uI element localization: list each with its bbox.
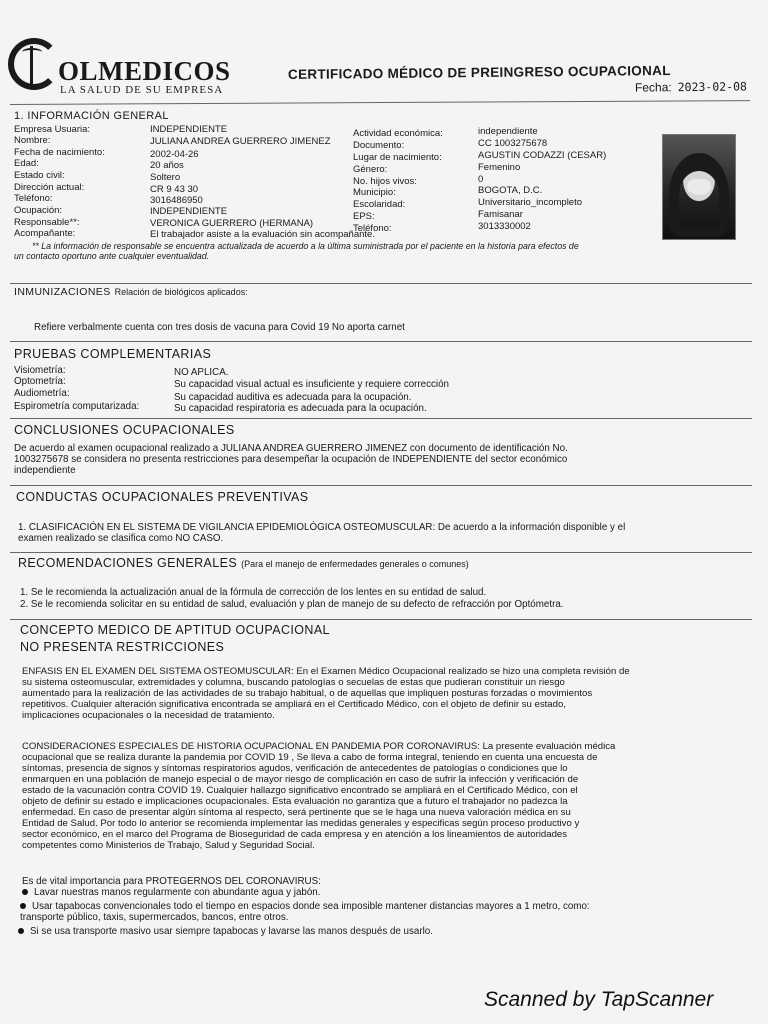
conclusiones-line3: independiente [14,465,76,476]
inmunizaciones-text: Refiere verbalmente cuenta con tres dosis de vacuna para Covid 19 No aporta carnet [34,322,405,333]
label-escolaridad: Escolaridad: [353,199,406,210]
recomendacion-2: 2. Se le recomienda solicitar en su entidad de salud, evaluación y plan de manejo de su defecto de refracción por Optómetra. [20,599,564,610]
value-documento: CC 1003275678 [478,138,548,149]
enfasis-line: su sistema osteomuscular, extremidades y columna, buscando patologías o secuelas de estas que pudieran constituir un riesgo [22,677,565,688]
patient-photo [662,134,736,240]
section-pruebas-title: PRUEBAS COMPLEMENTARIAS [14,347,212,361]
label-telefono: Teléfono: [14,193,53,204]
pandemia-line: estado de la vacunación contra COVID 19. Cualquier hallazgo significativo encontrado se ampliará en el Certificado Médico, con el [22,785,578,796]
concepto-result: NO PRESENTA RESTRICCIONES [20,640,225,654]
section-inmunizaciones [14,286,248,298]
label-estado-civil: Estado civil: [14,170,65,181]
label-responsable: Responsable**: [14,217,80,228]
inmunizaciones-title: INMUNIZACIONES [14,286,111,298]
prueba-visiometria-label: Visiometría: [14,365,66,376]
logo-tagline: LA SALUD DE SU EMPRESA [60,84,224,96]
label-nombre: Nombre: [14,135,51,146]
colmedicos-logo [8,38,238,100]
pandemia-line: enmarquen en una población de manejo especial o de mayor riesgo de complicación en caso de sufrir la infección y verificación de [22,774,579,785]
section-recomendaciones [18,556,469,570]
divider [10,418,752,419]
value-municipio: BOGOTA, D.C. [478,185,543,196]
proteccion-bullet-1 [34,887,320,898]
value-estado-civil: Soltero [150,172,181,183]
value-eps: Famisanar [478,209,523,220]
label-eps: EPS: [353,211,375,222]
value-responsable: VERONICA GUERRERO (HERMANA) [150,218,314,229]
inmunizaciones-subtitle: Relación de biológicos aplicados: [114,287,248,297]
conductas-line1: 1. CLASIFICACIÓN EN EL SISTEMA DE VIGILANCIA EPIDEMIOLÓGICA OSTEOMUSCULAR: De acuerdo a la información disponible y el [18,522,626,533]
logo-c-mark [8,38,60,90]
pandemia-line: sector económico, en el marco del Programa de Bioseguridad de cada empresa y en atención a los lineamientos de autoridades [22,829,568,840]
proteccion-bullet-2-cont: transporte público, taxis, supermercados, bancos, entre otros. [20,912,289,923]
bullet-icon [18,928,24,934]
prueba-espirometria-label: Espirometría computarizada: [14,401,140,412]
value-edad: 20 años [150,160,184,171]
label-edad: Edad: [14,158,39,169]
responsible-note-line1: ** La información de responsable se encuentra actualizada de acuerdo a la última suministrada por el paciente en la historia para efectos de [32,241,579,251]
value-genero: Femenino [478,162,521,173]
document-date [635,79,747,94]
recomendaciones-subtitle: (Para el manejo de enfermedades generales o comunes) [241,559,469,569]
enfasis-line: repetitivos. Cualquier alteración significativa encontrada se ampliará en el Certificado Médico, con el objeto de definir su estado, [22,699,566,710]
date-value: 2023-02-08 [677,79,748,95]
proteccion-bullet-1-text: Lavar nuestras manos regularmente con abundante agua y jabón. [34,887,321,898]
pandemia-line: Entidad de Salud. Por todo lo anterior se recomienda implementar las medidas generales y especificas según proceso productivo y [22,818,580,829]
proteccion-intro: Es de vital importancia para PROTEGERNOS DEL CORONAVIRUS: [22,876,321,887]
recomendaciones-title: RECOMENDACIONES GENERALES [18,556,238,570]
pandemia-line: enfermedad. En caso de presentar algún síntoma al respecto, será pertinente que se le haga una nueva valoración médica en su [22,807,571,818]
caduceus-wing-icon [22,48,42,56]
prueba-visiometria-value: NO APLICA. [174,367,229,378]
pandemia-line: objeto de definir su estado e implicaciones ocupacionales. Esta evaluación no garantiza que a futuro el trabajador no padezca la [22,796,568,807]
value-actividad: independiente [478,126,538,137]
label-acompanante: Acompañante: [14,228,76,239]
conclusiones-line2: 1003275678 se considera no presenta restricciones para desempeñar la ocupación de INDEPENDIENTE del sector económico [14,454,568,465]
proteccion-bullet-3 [30,926,433,937]
section-conductas-title: CONDUCTAS OCUPACIONALES PREVENTIVAS [16,490,309,504]
prueba-optometria-value: Su capacidad visual actual es insuficiente y requiere corrección [174,379,450,390]
section-concepto-title: CONCEPTO MEDICO DE APTITUD OCUPACIONAL [20,623,330,637]
proteccion-bullet-3-text: Si se usa transporte masivo usar siempre tapabocas y lavarse las manos después de usarlo. [30,926,433,937]
label-fecha-nac: Fecha de nacimiento: [14,147,105,158]
enfasis-line: ENFASIS EN EL EXAMEN DEL SISTEMA OSTEOMUSCULAR: En el Examen Médico Ocupacional realizado se hizo una completa revisión de [22,666,630,677]
pandemia-line: CONSIDERACIONES ESPECIALES DE HISTORIA OCUPACIONAL EN PANDEMIA POR CORONAVIRUS: La presente evaluación médica [22,741,616,752]
label-ocupacion: Ocupación: [14,205,63,216]
document-title: CERTIFICADO MÉDICO DE PREINGRESO OCUPACIONAL [287,62,671,82]
responsible-note-line2: un contacto oportuno ante cualquier eventualidad. [14,251,210,261]
value-telefono: 3016486950 [150,195,203,206]
value-telefono-2: 3013330002 [478,221,531,232]
label-documento: Documento: [353,140,405,151]
value-lugar-nac: AGUSTIN CODAZZI (CESAR) [478,150,607,161]
proteccion-bullet-2 [32,901,590,912]
proteccion-bullet-2-text: Usar tapabocas convencionales todo el tiempo en espacios donde sea imposible mantener distancias mayores a 1 metro, como: [32,901,590,912]
enfasis-line: aumentado para la realización de las actividades de su trabajo habitual, o de aquellas que impliquen posturas forzadas o movimientos [22,688,593,699]
photo-hair [669,153,729,237]
divider [10,552,752,553]
label-municipio: Municipio: [353,187,396,198]
label-direccion: Dirección actual: [14,182,85,193]
divider [10,341,752,342]
scanner-watermark: Scanned by TapScanner [484,988,714,1011]
value-direccion: CR 9 43 30 [150,184,199,195]
conclusiones-line1: De acuerdo al examen ocupacional realizado a JULIANA ANDREA GUERRERO JIMENEZ con documento de identificación No. [14,443,568,454]
value-acompanante: El trabajador asiste a la evaluación sin acompañante. [150,229,375,240]
prueba-audiometria-label: Audiometría: [14,388,70,399]
section-conclusiones-title: CONCLUSIONES OCUPACIONALES [14,423,235,437]
logo-name: OLMEDICOS [58,56,231,86]
section-info-title: 1. INFORMACIÓN GENERAL [14,110,169,122]
recomendacion-1: 1. Se le recomienda la actualización anual de la fórmula de corrección de los lentes en su entidad de salud. [20,587,487,598]
divider [10,619,752,620]
value-fecha-nac: 2002-04-26 [150,149,199,160]
value-nombre: JULIANA ANDREA GUERRERO JIMENEZ [150,136,331,147]
enfasis-line: implicaciones ocupacionales o la necesidad de tratamiento. [22,710,275,721]
bullet-icon [20,903,26,909]
label-lugar-nac: Lugar de nacimiento: [353,152,442,163]
divider [10,283,752,284]
pandemia-line: ocupacional que se realiza durante la pandemia por COVID 19 , Se lleva a cabo de forma integral, teniendo en cuenta una encuesta de [22,752,598,763]
value-empresa: INDEPENDIENTE [150,124,228,135]
prueba-optometria-label: Optometría: [14,376,66,387]
divider [10,485,752,486]
label-telefono-2: Teléfono: [353,223,392,234]
photo-face-mask [687,179,711,195]
pandemia-line: competentes como Ministerios de Trabajo, Salud y Seguridad Social. [22,840,315,851]
label-genero: Género: [353,164,388,175]
value-ocupacion: INDEPENDIENTE [150,206,228,217]
divider [10,100,750,105]
bullet-icon [22,889,28,895]
label-empresa: Empresa Usuaria: [14,124,91,135]
prueba-espirometria-value: Su capacidad respiratoria es adecuada para la ocupación. [174,403,427,414]
pandemia-line: síntomas, presencia de signos y síntomas respiratorios agudos, verificación de antecedentes de patologías o condiciones que lo [22,763,568,774]
label-actividad: Actividad económica: [353,128,443,139]
value-hijos: 0 [478,174,484,185]
conductas-line2: examen realizado se clasifica como NO CASO. [18,533,224,544]
label-hijos: No. hijos vivos: [353,176,417,187]
prueba-audiometria-value: Su capacidad auditiva es adecuada para la ocupación. [174,392,412,403]
value-escolaridad: Universitario_incompleto [478,197,583,208]
date-label: Fecha: [634,80,672,95]
